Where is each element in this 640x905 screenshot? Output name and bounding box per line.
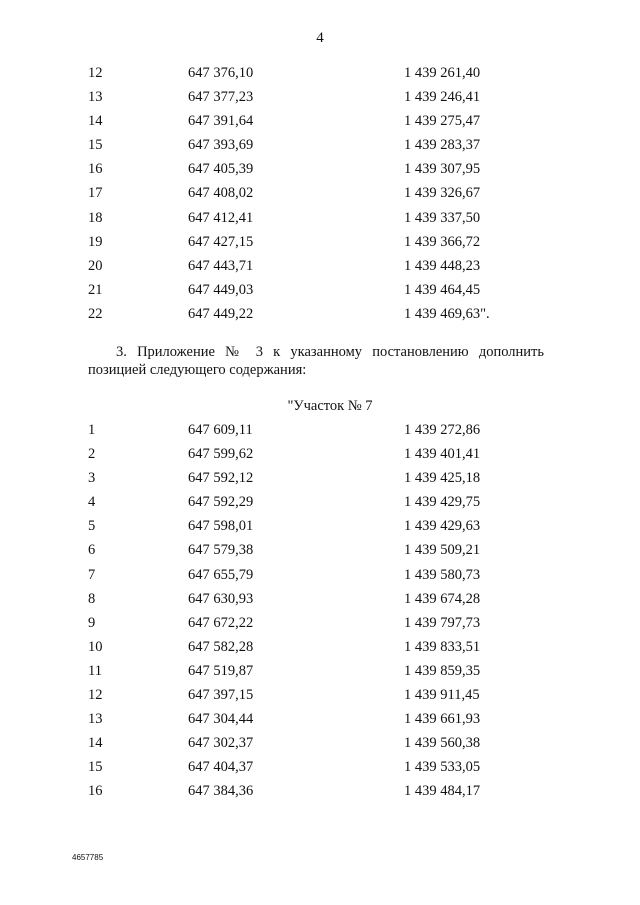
table-row — [0, 731, 640, 755]
y-coordinate: 1 439 326,67 — [404, 185, 481, 202]
x-coordinate: 647 397,15 — [188, 687, 254, 704]
table-row — [0, 302, 640, 326]
paragraph-line-1: 3. Приложение № 3 к указанному постановлению дополнить — [116, 344, 544, 360]
table-row — [0, 490, 640, 514]
table-row — [0, 278, 640, 302]
table-row — [0, 707, 640, 731]
x-coordinate: 647 404,37 — [188, 759, 254, 776]
y-coordinate: 1 439 448,23 — [404, 257, 481, 274]
x-coordinate: 647 655,79 — [188, 566, 254, 583]
x-coordinate: 647 630,93 — [188, 590, 254, 607]
y-coordinate: 1 439 859,35 — [404, 662, 481, 679]
y-coordinate: 1 439 272,86 — [404, 422, 481, 438]
point-number: 2 — [88, 446, 96, 463]
point-number: 22 — [88, 305, 103, 322]
point-number: 10 — [88, 638, 103, 655]
x-coordinate: 647 443,71 — [188, 257, 254, 274]
point-number: 11 — [88, 662, 102, 679]
x-coordinate: 647 408,02 — [188, 185, 254, 202]
section-heading: "Участок № 7 — [287, 398, 373, 414]
x-coordinate: 647 519,87 — [188, 662, 254, 679]
table-row — [0, 779, 640, 803]
y-coordinate: 1 439 429,75 — [404, 494, 481, 511]
x-coordinate: 647 592,12 — [188, 470, 254, 487]
point-number: 20 — [88, 257, 103, 274]
x-coordinate: 647 427,15 — [188, 233, 254, 250]
point-number: 8 — [88, 590, 96, 607]
table-row — [0, 230, 640, 254]
point-number: 15 — [88, 137, 103, 154]
coordinates-table-continued — [0, 61, 640, 326]
table-row — [0, 442, 640, 466]
point-number: 17 — [88, 185, 103, 202]
table-row — [0, 418, 640, 442]
coordinates-table-plot-7 — [0, 418, 640, 804]
y-coordinate: 1 439 337,50 — [404, 209, 481, 226]
table-row — [0, 587, 640, 611]
x-coordinate: 647 449,22 — [188, 305, 254, 322]
x-coordinate: 647 376,10 — [188, 65, 254, 81]
x-coordinate: 647 405,39 — [188, 161, 254, 178]
table-row — [0, 466, 640, 490]
point-number: 21 — [88, 281, 103, 298]
x-coordinate: 647 302,37 — [188, 735, 254, 752]
point-number: 14 — [88, 735, 103, 752]
y-coordinate: 1 439 661,93 — [404, 711, 481, 728]
table-row — [0, 635, 640, 659]
x-coordinate: 647 599,62 — [188, 446, 254, 463]
point-number: 13 — [88, 711, 103, 728]
point-number: 12 — [88, 65, 103, 81]
y-coordinate: 1 439 275,47 — [404, 113, 481, 130]
x-coordinate: 647 598,01 — [188, 518, 254, 535]
y-coordinate: 1 439 833,51 — [404, 638, 481, 655]
y-coordinate: 1 439 533,05 — [404, 759, 481, 776]
y-coordinate: 1 439 401,41 — [404, 446, 481, 463]
y-coordinate: 1 439 283,37 — [404, 137, 481, 154]
y-coordinate: 1 439 911,45 — [404, 687, 480, 704]
y-coordinate: 1 439 425,18 — [404, 470, 481, 487]
x-coordinate: 647 609,11 — [188, 422, 253, 438]
x-coordinate: 647 592,29 — [188, 494, 254, 511]
table-row — [0, 755, 640, 779]
page-number: 4 — [316, 30, 324, 46]
table-row — [0, 206, 640, 230]
point-number: 3 — [88, 470, 96, 487]
y-coordinate: 1 439 246,41 — [404, 89, 481, 106]
point-number: 1 — [88, 422, 96, 438]
table-row — [0, 514, 640, 538]
table-row — [0, 109, 640, 133]
y-coordinate: 1 439 797,73 — [404, 614, 481, 631]
table-row — [0, 611, 640, 635]
amendment-paragraph — [88, 343, 544, 379]
x-coordinate: 647 377,23 — [188, 89, 254, 106]
point-number: 6 — [88, 542, 96, 559]
x-coordinate: 647 582,28 — [188, 638, 254, 655]
x-coordinate: 647 412,41 — [188, 209, 254, 226]
x-coordinate: 647 304,44 — [188, 711, 254, 728]
y-coordinate: 1 439 429,63 — [404, 518, 481, 535]
table-row — [0, 538, 640, 562]
table-row — [0, 683, 640, 707]
table-row — [0, 254, 640, 278]
point-number: 4 — [88, 494, 96, 511]
point-number: 19 — [88, 233, 103, 250]
table-row — [0, 563, 640, 587]
table-row — [0, 181, 640, 205]
y-coordinate: 1 439 509,21 — [404, 542, 481, 559]
y-coordinate: 1 439 560,38 — [404, 735, 481, 752]
table-row — [0, 659, 640, 683]
x-coordinate: 647 579,38 — [188, 542, 254, 559]
x-coordinate: 647 449,03 — [188, 281, 254, 298]
point-number: 5 — [88, 518, 96, 535]
point-number: 7 — [88, 566, 96, 583]
y-coordinate: 1 439 307,95 — [404, 161, 481, 178]
x-coordinate: 647 393,69 — [188, 137, 254, 154]
point-number: 16 — [88, 783, 103, 800]
table-row — [0, 157, 640, 181]
y-coordinate: 1 439 580,73 — [404, 566, 481, 583]
point-number: 18 — [88, 209, 103, 226]
table-row — [0, 133, 640, 157]
table-row — [0, 61, 640, 85]
y-coordinate: 1 439 469,63". — [404, 305, 490, 322]
point-number: 14 — [88, 113, 103, 130]
y-coordinate: 1 439 366,72 — [404, 233, 481, 250]
y-coordinate: 1 439 484,17 — [404, 783, 481, 800]
y-coordinate: 1 439 674,28 — [404, 590, 481, 607]
point-number: 13 — [88, 89, 103, 106]
x-coordinate: 647 391,64 — [188, 113, 254, 130]
point-number: 16 — [88, 161, 103, 178]
paragraph-line-2: позицией следующего содержания: — [88, 362, 307, 378]
point-number: 15 — [88, 759, 103, 776]
x-coordinate: 647 384,36 — [188, 783, 254, 800]
y-coordinate: 1 439 261,40 — [404, 65, 481, 81]
document-code: 4657785 — [72, 853, 104, 862]
x-coordinate: 647 672,22 — [188, 614, 254, 631]
y-coordinate: 1 439 464,45 — [404, 281, 481, 298]
point-number: 12 — [88, 687, 103, 704]
table-row — [0, 85, 640, 109]
point-number: 9 — [88, 614, 96, 631]
